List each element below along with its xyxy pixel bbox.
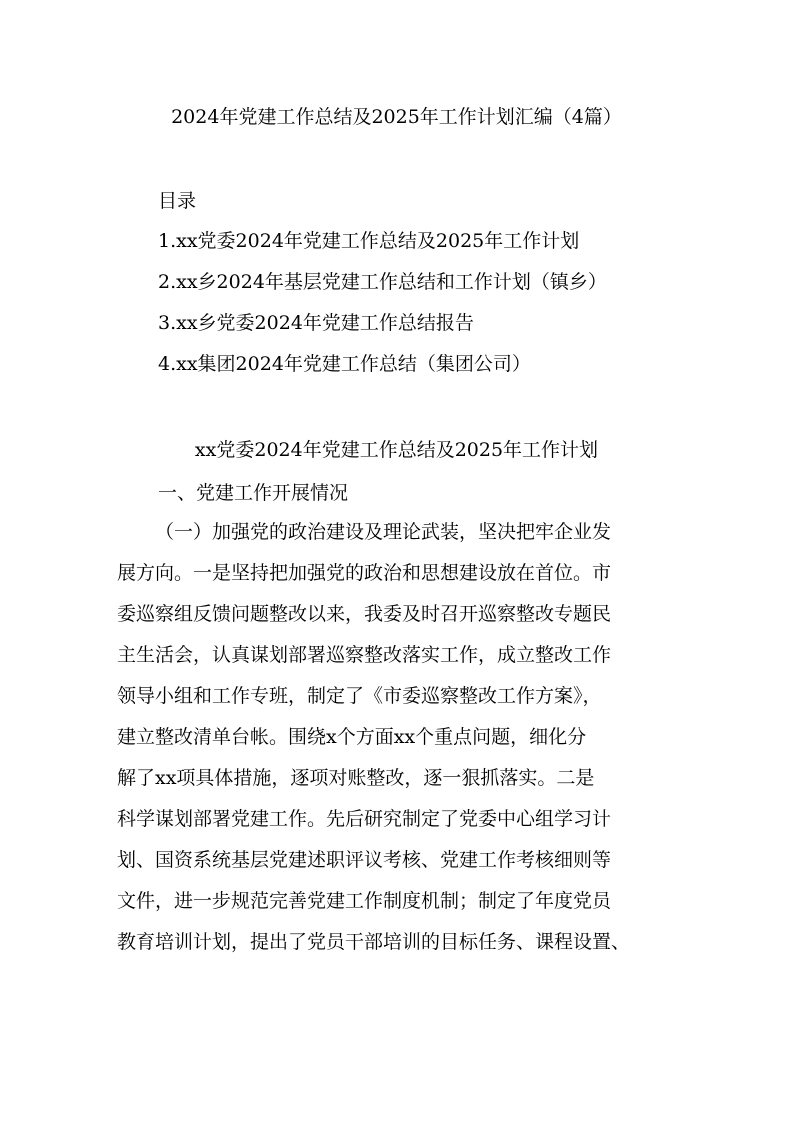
toc-item: 4.xx集团2024年党建工作总结（集团公司）: [158, 353, 531, 375]
body-line: 划、国资系统基层党建述职评议考核、党建工作考核细则等: [117, 849, 612, 871]
body-line: 解了xx项具体措施，逐项对账整改，逐一狠抓落实。二是: [117, 767, 595, 789]
body-line: 主生活会，认真谋划部署巡察整改落实工作，成立整改工作: [117, 644, 612, 666]
body-line: 展方向。一是坚持把加强党的政治和思想建设放在首位。市: [117, 562, 612, 584]
toc-item: 1.xx党委2024年党建工作总结及2025年工作计划: [158, 230, 580, 252]
body-line: 教育培训计划，提出了党员干部培训的目标任务、课程设置、: [117, 931, 631, 953]
body-line: （一）加强党的政治建设及理论武装，坚决把牢企业发: [155, 521, 612, 543]
section-subheading: 一、党建工作开展情况: [158, 482, 349, 504]
toc-item: 2.xx乡2024年基层党建工作总结和工作计划（镇乡）: [158, 271, 607, 293]
body-line: 领导小组和工作专班，制定了《市委巡察整改工作方案》，: [117, 685, 602, 707]
toc-item: 3.xx乡党委2024年党建工作总结报告: [158, 312, 474, 334]
body-line: 文件，进一步规范完善党建工作制度机制；制定了年度党员: [117, 890, 612, 912]
toc-heading: 目录: [158, 190, 197, 212]
body-line: 科学谋划部署党建工作。先后研究制定了党委中心组学习计: [117, 808, 612, 830]
table-of-contents: [158, 227, 607, 391]
section-title: xx党委2024年党建工作总结及2025年工作计划: [194, 439, 599, 461]
document-title: 2024年党建工作总结及2025年工作计划汇编（4篇）: [171, 106, 622, 128]
body-text: [117, 518, 677, 969]
body-line: 建立整改清单台帐。围绕x个方面xx个重点问题，细化分: [117, 726, 587, 748]
body-line: 委巡察组反馈问题整改以来，我委及时召开巡察整改专题民: [117, 603, 612, 625]
